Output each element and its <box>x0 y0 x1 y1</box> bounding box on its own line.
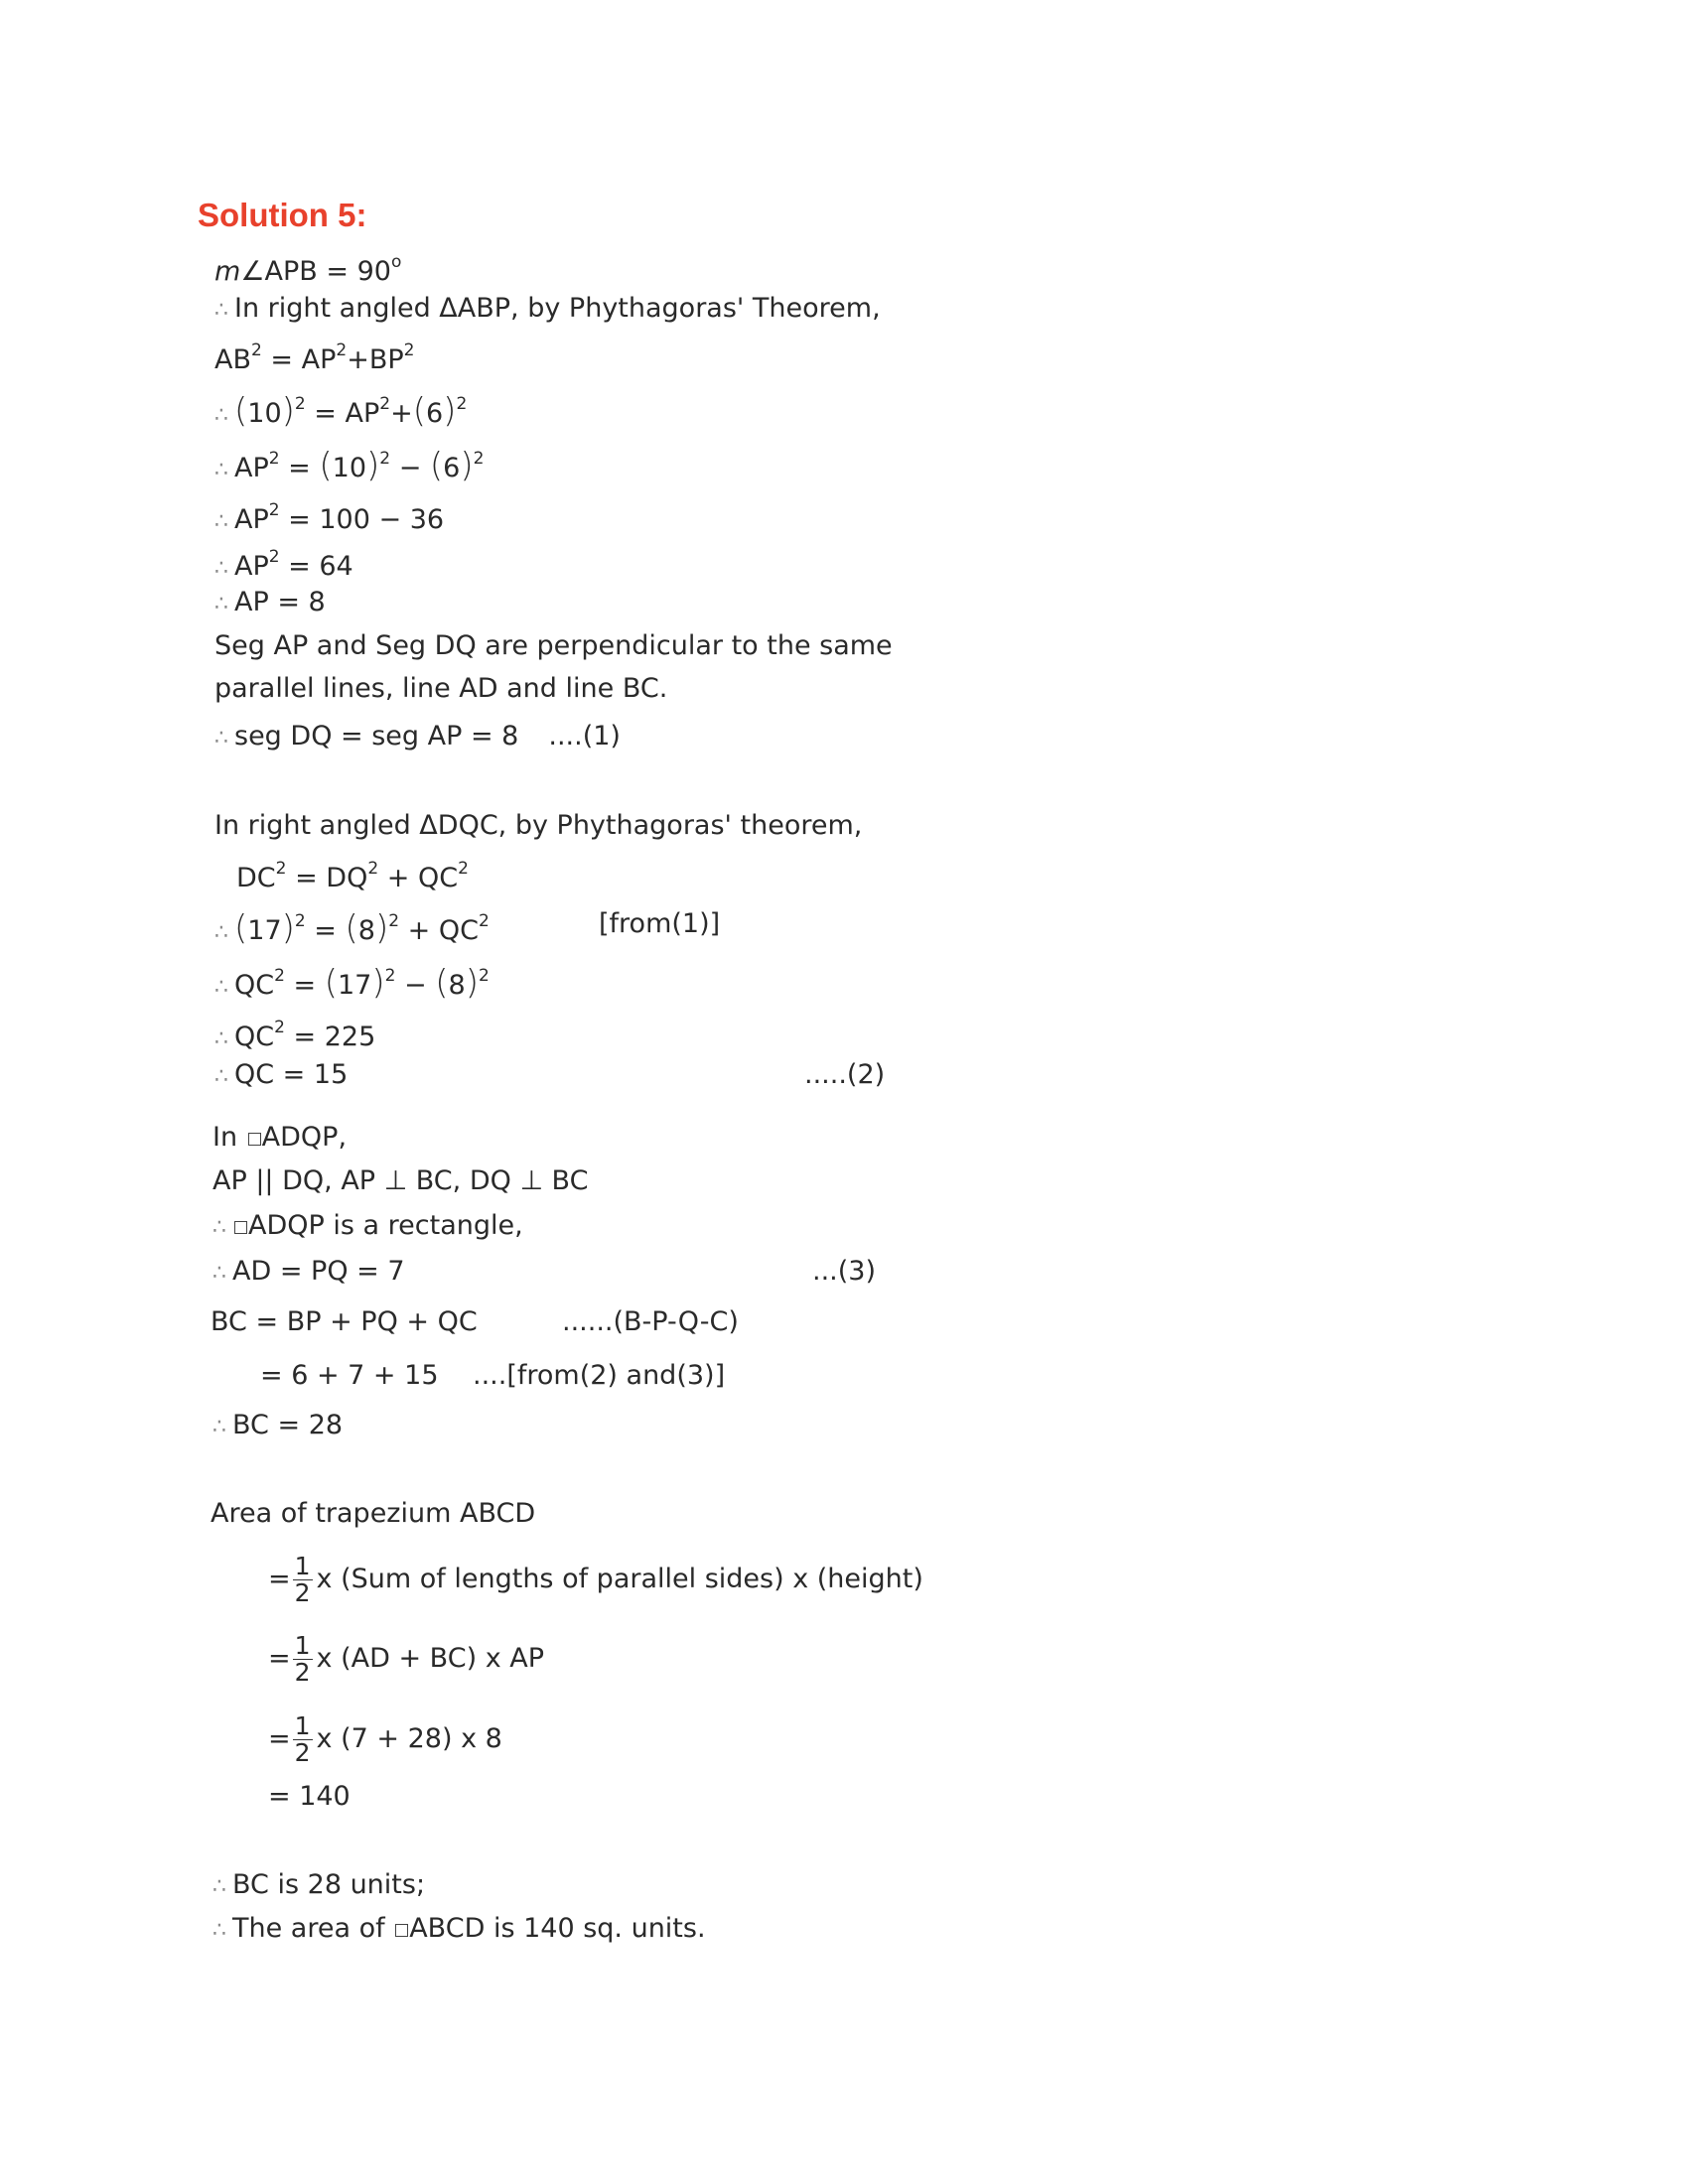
therefore-symbol: ∴ <box>214 458 226 482</box>
fraction-half <box>293 1554 313 1606</box>
numerator: 1 <box>294 1711 311 1740</box>
equation-qc-squared-225: ∴ $QC^2 = 225$ <box>214 1018 376 1052</box>
heading-area-trapezium: Area of trapezium ABCD <box>211 1498 536 1529</box>
equals-sign: = <box>268 1564 291 1594</box>
equation-bc-sum: BC = BP + PQ + QC <box>211 1306 478 1337</box>
equation-ref: ....(1) <box>548 721 621 751</box>
equation-qc-15 <box>214 1057 348 1095</box>
equation-ad-pq <box>212 1254 405 1292</box>
therefore-symbol: ∴ <box>214 920 226 945</box>
therefore-symbol: ∴ <box>212 1215 224 1240</box>
equation-ref: [from(1)] <box>599 908 721 939</box>
quadrilateral-icon <box>248 1133 261 1146</box>
equation-seg-dq <box>214 719 621 756</box>
therefore-symbol: ∴ <box>212 1415 224 1439</box>
line-text: BC is 28 units; <box>232 1869 426 1900</box>
statement-parallel-perpendicular: AP || DQ, AP ⊥ BC, DQ ⊥ BC <box>212 1165 589 1196</box>
statement-pythagoras-abp: ∴ In right angled ΔABP, by Phythagoras' Theorem, <box>214 293 881 324</box>
equation-area-formula <box>268 1554 923 1606</box>
equation-ref: .....(2) <box>804 1059 886 1090</box>
therefore-symbol: ∴ <box>212 1261 224 1286</box>
line-text: x (Sum of lengths of parallel sides) x (height) <box>316 1564 923 1594</box>
equation-substitute-10-6: ∴ $(10)^2 = AP^2+(6)^2$ <box>214 391 468 431</box>
statement-rectangle: ∴ ADQP is a rectangle, <box>212 1210 523 1241</box>
fraction-half <box>293 1713 313 1766</box>
statement-perpendicular: Seg AP and Seg DQ are perpendicular to the same <box>214 630 893 661</box>
therefore-symbol: ∴ <box>214 726 226 751</box>
conclusion-area: ∴ The area of ABCD is 140 sq. units. <box>212 1913 706 1944</box>
equation-area-symbols <box>268 1633 544 1686</box>
statement-in-adqp: In ADQP, <box>212 1122 348 1153</box>
line-text: seg DQ = seg AP = 8 <box>234 721 519 751</box>
equals-sign: = <box>268 1643 291 1674</box>
equation-qc-squared-diff: ∴ $QC^2 = (17)^2 - (8)^2$ <box>214 963 490 1003</box>
therefore-symbol: ∴ <box>214 592 226 616</box>
denominator: 2 <box>294 1658 311 1687</box>
therefore-symbol: ∴ <box>214 1064 226 1089</box>
equation-substitute-17-8: ∴ $(17)^2 = (8)^2 + QC^2$ <box>214 908 490 948</box>
solution-title: Solution 5: <box>198 197 367 233</box>
statement-parallel-lines: parallel lines, line AD and line BC. <box>214 673 668 704</box>
equation-bc-values: = 6 + 7 + 15 <box>260 1360 439 1391</box>
equation-ref: ......(B-P-Q-C) <box>562 1306 739 1337</box>
equation-ref: ...(3) <box>812 1256 876 1287</box>
therefore-symbol: ∴ <box>214 298 226 323</box>
equation-bc-28 <box>212 1408 343 1445</box>
conclusion-bc <box>212 1867 425 1905</box>
line-text: AP = 8 <box>234 587 326 617</box>
equation-ap-squared-100-36: ∴ $AP^2 = 100 - 36$ <box>214 500 445 535</box>
therefore-symbol: ∴ <box>214 1026 226 1051</box>
equation-ref: ....[from(2) and(3)] <box>473 1360 726 1391</box>
numerator: 1 <box>294 1552 311 1580</box>
fraction-half <box>293 1633 313 1686</box>
denominator: 2 <box>294 1738 311 1767</box>
line-text: x (AD + BC) x AP <box>316 1643 545 1674</box>
therefore-symbol: ∴ <box>214 556 226 581</box>
numerator: 1 <box>294 1631 311 1660</box>
equation-ap-squared-diff: ∴ $AP^2 = (10)^2 - (6)^2$ <box>214 446 485 485</box>
denominator: 2 <box>294 1578 311 1607</box>
line-text: AD = PQ = 7 <box>232 1256 405 1287</box>
equation-ap-squared-64: ∴ $AP^2 = 64$ <box>214 547 353 582</box>
equals-sign: = <box>268 1723 291 1754</box>
equation-ab-squared: $AB^2 = AP^2+BP^2$ <box>214 341 415 375</box>
equation-angle-apb: m∠APB = $90^o$ <box>214 252 402 287</box>
equation-dc-squared: $DC^2 = DQ^2 + QC^2$ <box>236 859 469 893</box>
line-text: x (7 + 28) x 8 <box>316 1723 502 1754</box>
quadrilateral-icon <box>395 1924 408 1937</box>
therefore-symbol: ∴ <box>212 1874 224 1899</box>
quadrilateral-icon <box>234 1221 247 1234</box>
equation-ap-8 <box>214 585 326 622</box>
line-text: BC = 28 <box>232 1410 344 1440</box>
therefore-symbol: ∴ <box>214 403 226 428</box>
line-text: QC = 15 <box>234 1059 349 1090</box>
therefore-symbol: ∴ <box>214 975 226 1000</box>
therefore-symbol: ∴ <box>212 1918 224 1943</box>
equation-area-values <box>268 1713 502 1766</box>
therefore-symbol: ∴ <box>214 509 226 534</box>
statement-pythagoras-dqc: In right angled ΔDQC, by Phythagoras' theorem, <box>214 810 863 841</box>
equation-area-result: = 140 <box>268 1781 351 1812</box>
